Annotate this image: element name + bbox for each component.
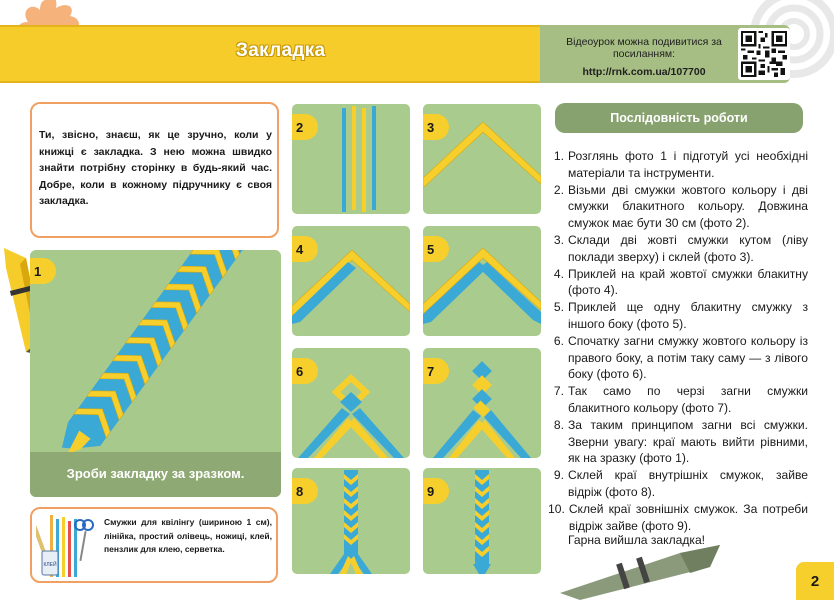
intro-text: Ти, звісно, знаєш, як це зручно, коли у книжці є закладка. З нею можна швидко знайти потрібну сторінку в будь-який час. Добре, коли в кожному підручнику є своя закладка. xyxy=(39,129,272,207)
photo-number-badge: 9 xyxy=(423,478,449,504)
video-lesson-text: Відеоурок можна подивитися за посиланням: xyxy=(566,36,722,60)
step-item: 2. Візьми дві смужки жовтого кольору і дві смужки блакитного кольору. Довжина смужок має бути 30 см (фото 2). xyxy=(553,182,808,231)
step-item: 10. Склей краї зовнішніх смужок. За потреби відріж зайве (фото 9). xyxy=(548,501,808,533)
photo-number-badge: 6 xyxy=(292,358,318,384)
photo-number-badge: 2 xyxy=(292,114,318,140)
page-title: Закладка xyxy=(236,40,326,61)
photo-number-badge: 8 xyxy=(292,478,318,504)
step-item: 9. Склей краї внутрішніх смужок, зайве відріж (фото 8). xyxy=(553,468,808,499)
step-item: 1. Розглянь фото 1 і підготуй усі необхідні матеріали та інструменти. xyxy=(553,149,808,180)
photo-number-badge: 1 xyxy=(30,258,56,284)
step-item: 3. Склади дві жовті смужки кутом (ліву поклади зверху) і склей (фото 3). xyxy=(553,232,808,264)
photo-number-badge: 4 xyxy=(292,236,318,262)
materials-tools-image xyxy=(36,511,96,579)
steps-list xyxy=(548,148,808,534)
step-item: 8. За таким принципом загни всі смужки. Зверни увагу: краї мають вийти рівними, як на зразку (фото 1). xyxy=(553,417,808,466)
materials-text: Смужки для квілінгу (шириною 1 см), лінійка, простий олівець, ножиці, клей, пензлик для клею, серветка. xyxy=(104,517,272,554)
photo-number-badge: 5 xyxy=(423,236,449,262)
crayon-decoration xyxy=(560,545,720,600)
photo-1-caption: Зроби закладку за зразком. xyxy=(66,466,245,481)
step-item: 6. Спочатку загни смужку жовтого кольору із правого боку, а потім таку саму — з лівого боку (фото 6). xyxy=(553,333,808,382)
step-item: 7. Так само по черзі загни смужки блакитного кольору (фото 7). xyxy=(553,384,808,415)
photo-number-badge: 3 xyxy=(423,114,449,140)
steps-header-text: Послідовність роботи xyxy=(610,111,748,125)
photo-number-badge: 7 xyxy=(423,358,449,384)
page-number: 2 xyxy=(796,562,834,600)
steps-final-text: Гарна вийшла закладка! xyxy=(568,533,706,547)
svg-text:КЛЕЙ: КЛЕЙ xyxy=(43,562,57,568)
step-item: 5. Приклей ще одну блакитну смужку з іншого боку (фото 5). xyxy=(553,300,808,331)
step-item: 4. Приклей на край жовтої смужки блакитну (фото 4). xyxy=(553,266,808,298)
video-lesson-link[interactable]: http://rnk.com.ua/107700 xyxy=(582,66,706,78)
qr-code[interactable] xyxy=(738,28,790,80)
